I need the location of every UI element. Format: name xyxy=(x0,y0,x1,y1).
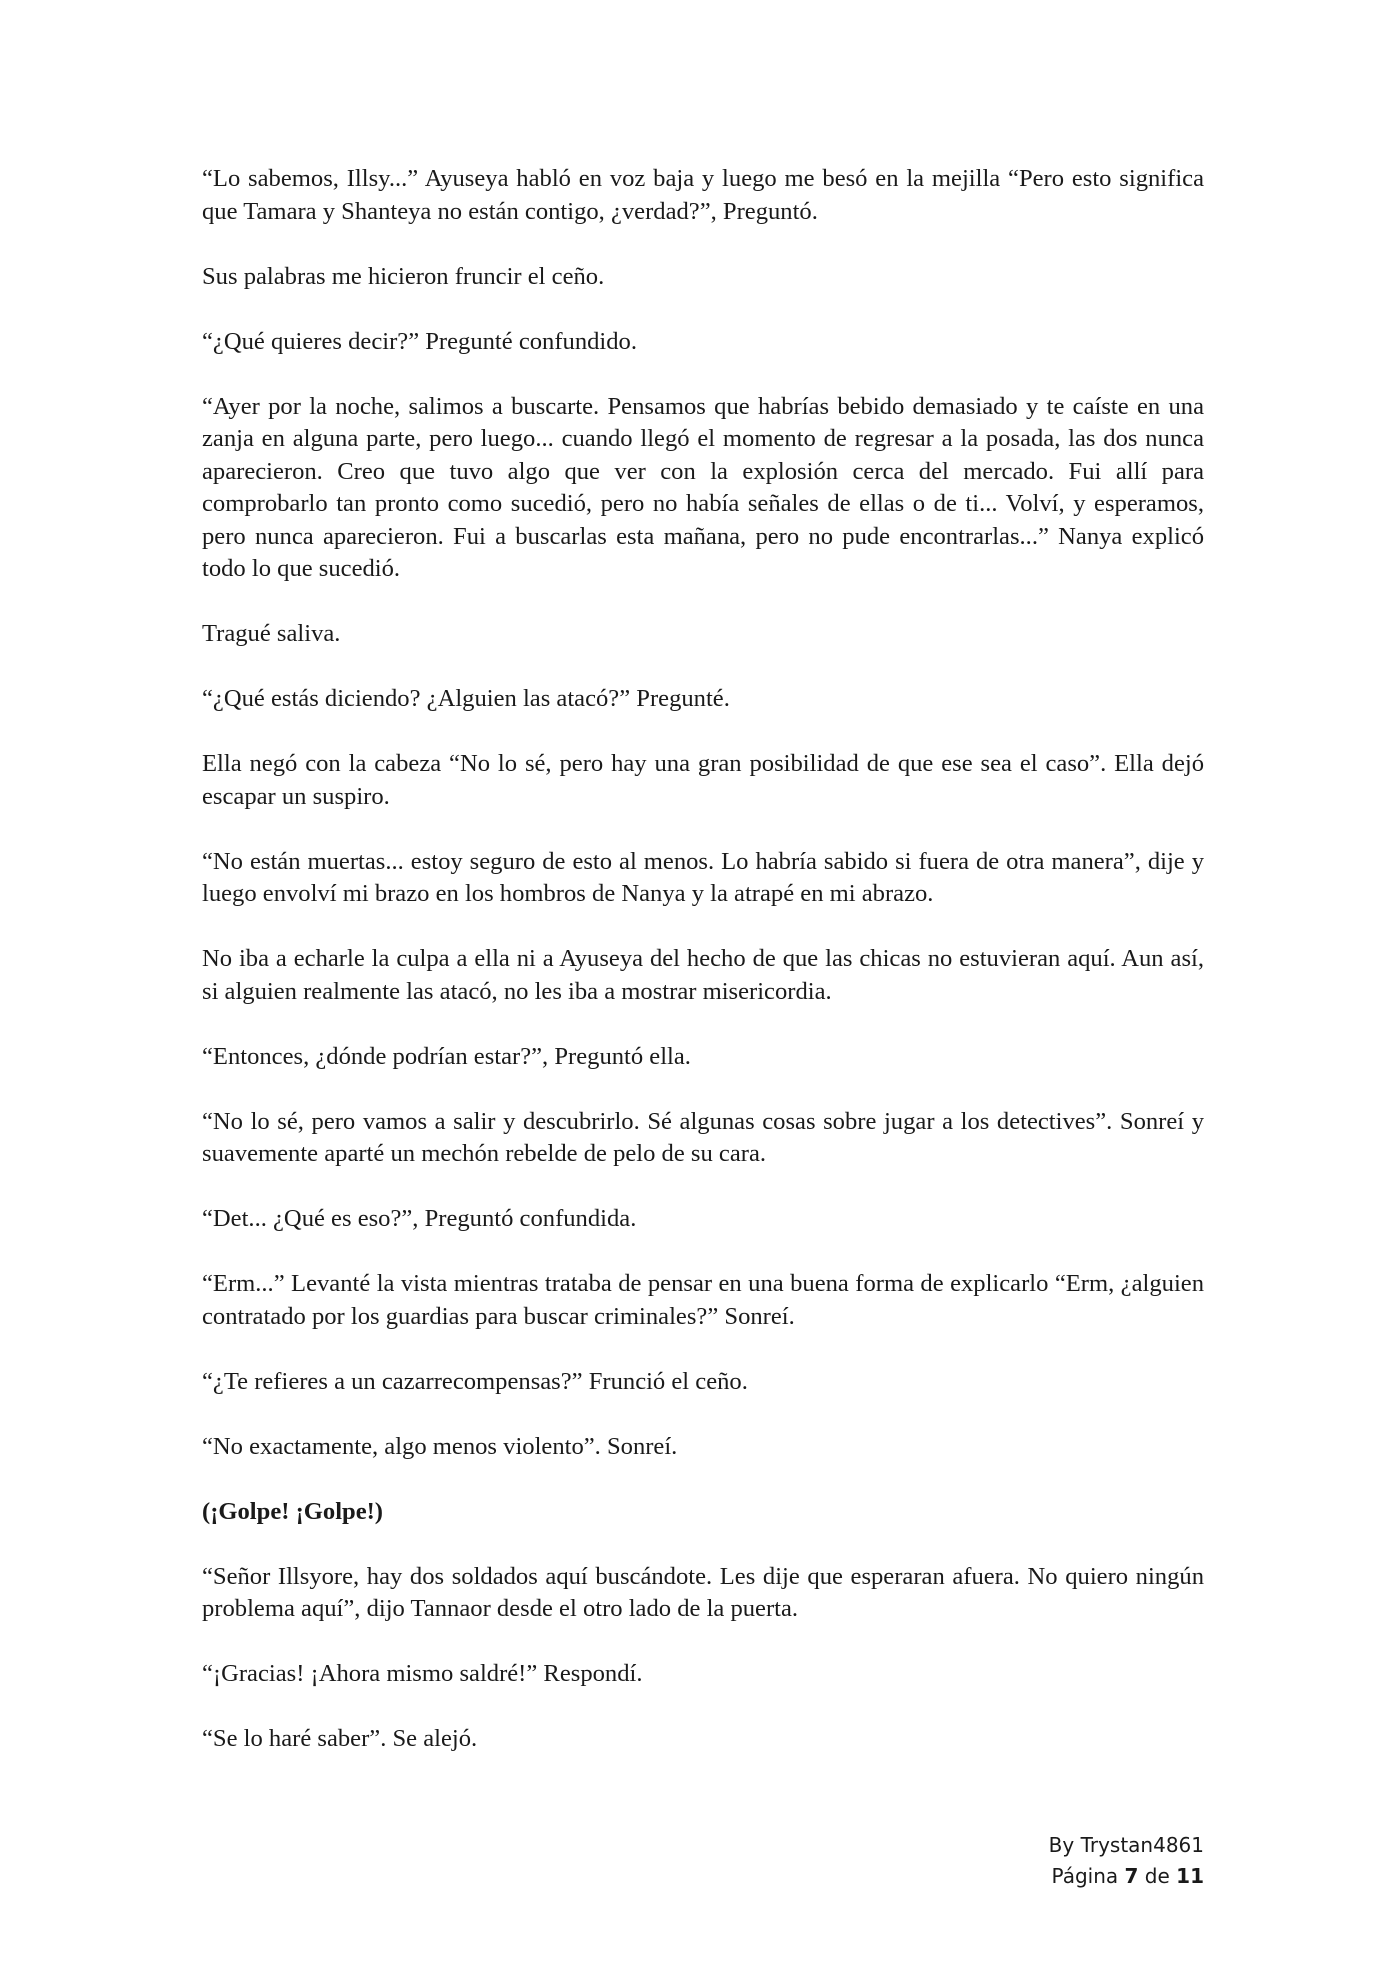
page-total: 11 xyxy=(1176,1864,1204,1888)
paragraph: “Lo sabemos, Illsy...” Ayuseya habló en voz baja y luego me besó en la mejilla “Pero esto significa que Tamara y Shanteya no están contigo, ¿verdad?”, Preguntó. xyxy=(202,165,1204,225)
paragraph: “Señor Illsyore, hay dos soldados aquí buscándote. Les dije que esperaran afuera. No quiero ningún problema aquí”, dijo Tannaor desde el otro lado de la puerta. xyxy=(202,1562,1204,1622)
paragraph: Tragué saliva. xyxy=(202,620,341,647)
page-current: 7 xyxy=(1124,1864,1139,1888)
paragraph: No iba a echarle la culpa a ella ni a Ayuseya del hecho de que las chicas no estuvieran aquí. Aun así, si alguien realmente las atacó, no les iba a mostrar misericordia. xyxy=(202,945,1204,1005)
paragraph: “Ayer por la noche, salimos a buscarte. Pensamos que habrías bebido demasiado y te caíste en una zanja en alguna parte, pero luego... cuando llegó el momento de regresar a la posada, las dos nunca aparecieron. Creo que tuvo algo que ver con la explosión cerca del mercado. Fui allí para comprobarlo tan pronto como sucedió, pero no había señales de ellas o de ti... Volví, y esperamos, pero nunca aparecieron. Fui a buscarlas esta mañana, pero no pude encontrarlas...” Nanya explicó todo lo que sucedió. xyxy=(202,392,1204,582)
author-credit: By Trystan4861 xyxy=(1048,1833,1204,1857)
paragraph: “Se lo haré saber”. Se alejó. xyxy=(202,1725,478,1752)
page-number xyxy=(1049,1861,1204,1892)
paragraph: “¿Qué estás diciendo? ¿Alguien las atacó?” Pregunté. xyxy=(202,685,730,712)
paragraph: “¿Te refieres a un cazarrecompensas?” Frunció el ceño. xyxy=(202,1367,748,1395)
page-separator: de xyxy=(1144,1864,1170,1888)
sound-effect-line: (¡Golpe! ¡Golpe!) xyxy=(202,1497,383,1525)
paragraph: “No están muertas... estoy seguro de esto al menos. Lo habría sabido si fuera de otra manera”, dije y luego envolví mi brazo en los hombros de Nanya y la atrapé en mi abrazo. xyxy=(202,847,1204,907)
paragraph: “No lo sé, pero vamos a salir y descubrirlo. Sé algunas cosas sobre jugar a los detectives”. Sonreí y suavemente aparté un mechón rebelde de pelo de su cara. xyxy=(202,1107,1204,1167)
paragraph: “Entonces, ¿dónde podrían estar?”, Preguntó ella. xyxy=(202,1042,691,1070)
page-word: Página xyxy=(1051,1864,1119,1888)
paragraph: “No exactamente, algo menos violento”. Sonreí. xyxy=(202,1432,678,1460)
paragraph: “Det... ¿Qué es eso?”, Preguntó confundida. xyxy=(202,1205,637,1232)
paragraph: Ella negó con la cabeza “No lo sé, pero hay una gran posibilidad de que ese sea el caso”. Ella dejó escapar un suspiro. xyxy=(202,750,1204,810)
paragraph: Sus palabras me hicieron fruncir el ceño. xyxy=(202,262,605,290)
paragraph: “¡Gracias! ¡Ahora mismo saldré!” Respondí. xyxy=(202,1660,643,1687)
paragraph: “Erm...” Levanté la vista mientras trataba de pensar en una buena forma de explicarlo “Erm, ¿alguien contratado por los guardias para buscar criminales?” Sonreí. xyxy=(202,1270,1204,1330)
paragraph: “¿Qué quieres decir?” Pregunté confundido. xyxy=(202,327,637,355)
page-footer xyxy=(1049,1830,1204,1892)
body-text xyxy=(202,163,1204,1788)
